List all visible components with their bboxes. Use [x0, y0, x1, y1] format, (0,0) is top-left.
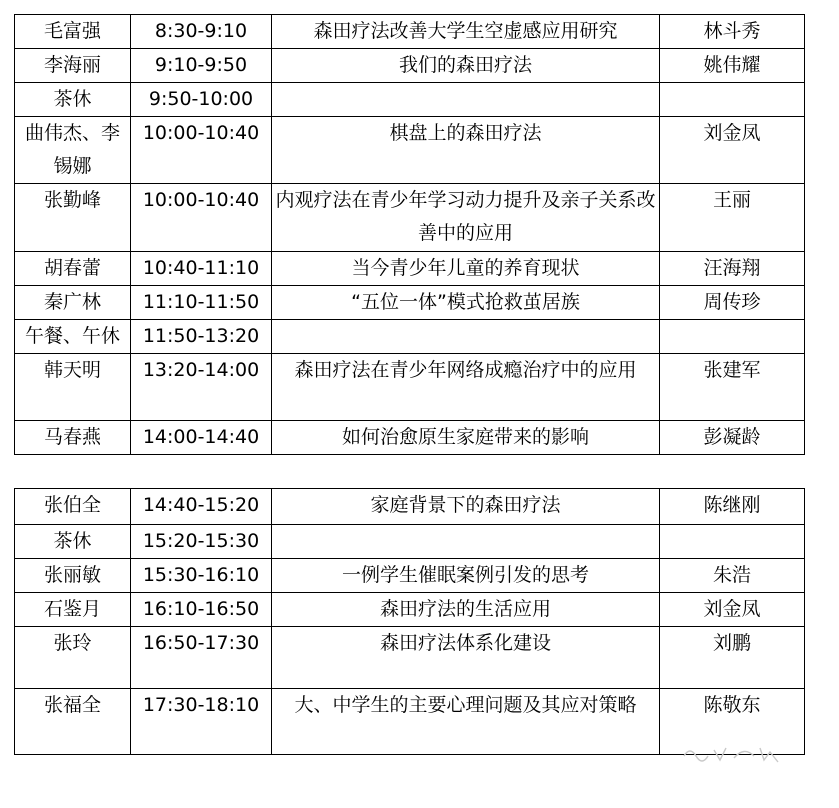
cell-time: 15:30-16:10	[131, 559, 272, 593]
table-row	[15, 354, 805, 421]
cell-name: 胡春蕾	[15, 252, 131, 286]
cell-topic: 大、中学生的主要心理问题及其应对策略	[272, 689, 660, 755]
table-row	[15, 627, 805, 689]
schedule-table-afternoon	[14, 488, 805, 755]
cell-time: 14:00-14:40	[131, 421, 272, 455]
cell-speaker: 刘鹏	[660, 627, 805, 689]
cell-speaker: 张建军	[660, 354, 805, 421]
cell-time: 16:50-17:30	[131, 627, 272, 689]
table-row	[15, 559, 805, 593]
table-row	[15, 83, 805, 117]
cell-topic	[272, 83, 660, 117]
cell-topic: 森田疗法体系化建设	[272, 627, 660, 689]
cell-topic: 森田疗法的生活应用	[272, 593, 660, 627]
cell-name: 李海丽	[15, 49, 131, 83]
cell-topic: 森田疗法改善大学生空虚感应用研究	[272, 15, 660, 49]
cell-topic: 家庭背景下的森田疗法	[272, 489, 660, 525]
cell-topic: 我们的森田疗法	[272, 49, 660, 83]
cell-name: 张勤峰	[15, 184, 131, 252]
cell-speaker: 刘金凤	[660, 117, 805, 184]
table-row	[15, 117, 805, 184]
cell-topic: 如何治愈原生家庭带来的影响	[272, 421, 660, 455]
cell-topic: 当今青少年儿童的养育现状	[272, 252, 660, 286]
cell-time: 8:30-9:10	[131, 15, 272, 49]
schedule-table-morning	[14, 14, 805, 455]
schedule-table-body	[15, 15, 805, 455]
cell-speaker: 陈敬东	[660, 689, 805, 755]
cell-name: 曲伟杰、李锡娜	[15, 117, 131, 184]
cell-topic: “五位一体”模式抢救茧居族	[272, 286, 660, 320]
cell-name: 张玲	[15, 627, 131, 689]
cell-speaker	[660, 83, 805, 117]
cell-time: 10:40-11:10	[131, 252, 272, 286]
cell-time: 17:30-18:10	[131, 689, 272, 755]
cell-time: 13:20-14:00	[131, 354, 272, 421]
cell-topic: 一例学生催眠案例引发的思考	[272, 559, 660, 593]
cell-speaker: 刘金凤	[660, 593, 805, 627]
cell-speaker: 陈继刚	[660, 489, 805, 525]
cell-speaker: 汪海翔	[660, 252, 805, 286]
cell-name: 张丽敏	[15, 559, 131, 593]
cell-name: 马春燕	[15, 421, 131, 455]
table-row	[15, 252, 805, 286]
cell-topic: 森田疗法在青少年网络成瘾治疗中的应用	[272, 354, 660, 421]
cell-name: 茶休	[15, 83, 131, 117]
cell-name: 午餐、午休	[15, 320, 131, 354]
cell-name: 毛富强	[15, 15, 131, 49]
cell-time: 14:40-15:20	[131, 489, 272, 525]
cell-time: 16:10-16:50	[131, 593, 272, 627]
cell-time: 11:50-13:20	[131, 320, 272, 354]
table-row	[15, 184, 805, 252]
cell-time: 9:10-9:50	[131, 49, 272, 83]
cell-speaker	[660, 525, 805, 559]
table-row	[15, 525, 805, 559]
cell-topic: 内观疗法在青少年学习动力提升及亲子关系改善中的应用	[272, 184, 660, 252]
table-row	[15, 421, 805, 455]
cell-time: 10:00-10:40	[131, 184, 272, 252]
cell-name: 张伯全	[15, 489, 131, 525]
cell-speaker	[660, 320, 805, 354]
cell-speaker: 林斗秀	[660, 15, 805, 49]
cell-topic	[272, 320, 660, 354]
cell-time: 15:20-15:30	[131, 525, 272, 559]
table-row	[15, 320, 805, 354]
cell-speaker: 姚伟耀	[660, 49, 805, 83]
cell-time: 10:00-10:40	[131, 117, 272, 184]
cell-topic: 棋盘上的森田疗法	[272, 117, 660, 184]
cell-speaker: 周传珍	[660, 286, 805, 320]
cell-time: 11:10-11:50	[131, 286, 272, 320]
table-row	[15, 286, 805, 320]
cell-name: 石鉴月	[15, 593, 131, 627]
table-row	[15, 49, 805, 83]
cell-speaker: 朱浩	[660, 559, 805, 593]
cell-speaker: 彭凝龄	[660, 421, 805, 455]
cell-speaker: 王丽	[660, 184, 805, 252]
table-row	[15, 593, 805, 627]
watermark-icon	[680, 742, 790, 766]
schedule-table-body	[15, 489, 805, 755]
table-row	[15, 489, 805, 525]
cell-name: 韩天明	[15, 354, 131, 421]
cell-topic	[272, 525, 660, 559]
cell-name: 秦广林	[15, 286, 131, 320]
cell-name: 茶休	[15, 525, 131, 559]
table-row	[15, 15, 805, 49]
cell-time: 9:50-10:00	[131, 83, 272, 117]
cell-name: 张福全	[15, 689, 131, 755]
